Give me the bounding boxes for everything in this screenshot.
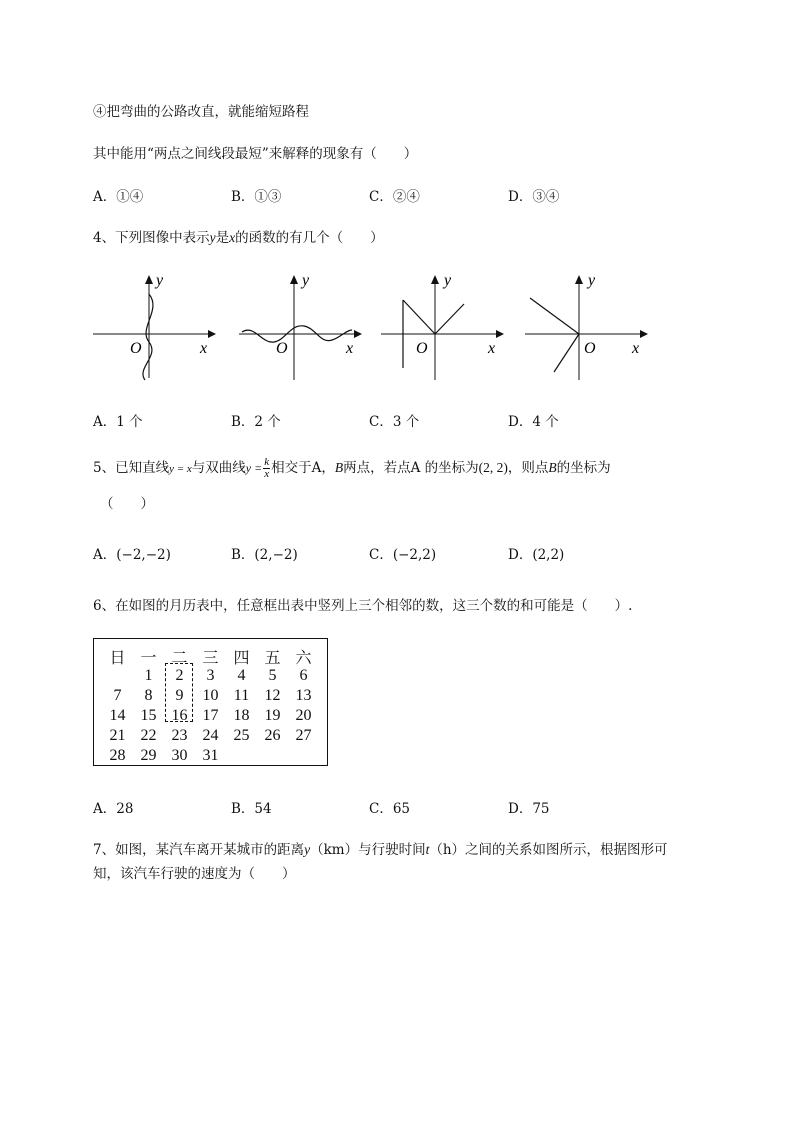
graph-2-y-label: y	[302, 272, 310, 289]
calendar-header-cell: 二	[171, 650, 188, 667]
q3-prompt: 其中能用“两点之间线段最短”来解释的现象有（ ）	[93, 146, 418, 162]
calendar-day-cell: 21	[109, 727, 126, 744]
graph-3-x-label: x	[488, 340, 496, 357]
calendar-day-cell: 25	[233, 727, 250, 744]
graph-2	[236, 268, 366, 388]
q4-question: 4、下列图像中表示y是x的函数的有几个（ ）	[93, 230, 384, 246]
calendar-day-cell: 15	[140, 707, 157, 724]
calendar-day-cell: 29	[140, 747, 157, 764]
calendar-day-cell: 24	[202, 727, 219, 744]
graph-1	[90, 268, 220, 388]
q3-option-b: B．①③	[231, 189, 282, 205]
calendar-day-cell: 10	[202, 687, 219, 704]
calendar-header-cell: 一	[140, 650, 157, 667]
calendar-day-cell: 1	[144, 667, 153, 684]
calendar-day-cell: 8	[144, 687, 153, 704]
calendar-day-cell: 27	[295, 727, 312, 744]
q3-option-d: D．③④	[508, 189, 560, 205]
calendar-day-cell: 30	[171, 747, 188, 764]
graph-3-origin-label: O	[416, 340, 428, 357]
calendar-day-cell: 2	[175, 667, 184, 684]
calendar-day-cell: 4	[237, 667, 246, 684]
graph-2-origin-label: O	[276, 340, 288, 357]
calendar-table	[93, 638, 328, 766]
graph-4	[522, 268, 652, 388]
q6-option-a: A．28	[93, 801, 134, 817]
calendar-day-cell: 5	[268, 667, 277, 684]
q5-answer-paren: （ ）	[100, 496, 154, 512]
calendar-day-cell: 3	[206, 667, 215, 684]
calendar-dashed-frame	[165, 663, 193, 722]
hyperbola-fraction: $\frac{k}{x}$	[264, 456, 270, 480]
calendar-day-cell: 20	[295, 707, 312, 724]
calendar-day-cell: 14	[109, 707, 126, 724]
q4-option-c: C．3 个	[369, 414, 420, 430]
q6-question: 6、在如图的月历表中，任意框出表中竖列上三个相邻的数，这三个数的和可能是（ ）.	[93, 598, 633, 614]
graph-2-x-label: x	[346, 340, 354, 357]
graph-3-y-label: y	[444, 272, 452, 289]
q5-question: 5、已知直线y = x与双曲线y = $\frac{k}{x}$ 相交于A，B两点，若点A 的坐标为(2, 2)，则点B的坐标为	[93, 456, 611, 480]
calendar-day-cell: 11	[233, 687, 250, 704]
q5-option-d: D．(2,2)	[508, 547, 565, 563]
calendar-header-cell: 四	[233, 650, 250, 667]
q4-option-d: D．4 个	[508, 414, 559, 430]
q3-option-a: A．①④	[93, 189, 144, 205]
q3-item-4: ④把弯曲的公路改直，就能缩短路程	[93, 104, 309, 120]
calendar-day-cell: 28	[109, 747, 126, 764]
q6-option-b: B．54	[231, 801, 272, 817]
calendar-day-cell: 19	[264, 707, 281, 724]
q7-question-line-2: 知，该汽车行驶的速度为（ ）	[93, 866, 296, 882]
calendar-header-cell: 五	[264, 650, 281, 667]
graph-4-x-label: x	[632, 340, 640, 357]
q5-option-b: B．(2,−2)	[231, 547, 298, 563]
q6-option-c: C．65	[369, 801, 411, 817]
graph-1-origin-label: O	[130, 340, 142, 357]
q7-question-line-1: 7、如图，某汽车离开某城市的距离y（km）与行驶时间t（h）之间的关系如图所示，根据图形可	[93, 842, 668, 858]
graph-4-origin-label: O	[584, 340, 596, 357]
q6-option-d: D．75	[508, 801, 550, 817]
calendar-header-cell: 三	[202, 650, 219, 667]
calendar-day-cell: 31	[202, 747, 219, 764]
calendar-day-cell: 7	[113, 687, 122, 704]
calendar-header-cell: 日	[109, 650, 126, 667]
calendar-day-cell: 17	[202, 707, 219, 724]
calendar-day-cell: 26	[264, 727, 281, 744]
calendar-header-cell: 六	[295, 650, 312, 667]
graph-1-x-label: x	[200, 340, 208, 357]
q3-option-c: C．②④	[369, 189, 420, 205]
calendar-day-cell: 12	[264, 687, 281, 704]
graph-1-y-label: y	[156, 272, 164, 289]
q4-option-b: B．2 个	[231, 414, 281, 430]
calendar-day-cell: 16	[171, 707, 188, 724]
calendar-day-cell: 6	[299, 667, 308, 684]
calendar-day-cell: 13	[295, 687, 312, 704]
calendar-day-cell: 9	[175, 687, 184, 704]
calendar-day-cell: 18	[233, 707, 250, 724]
q5-option-c: C．(−2,2)	[369, 547, 437, 563]
graph-3	[378, 268, 508, 388]
calendar-day-cell: 23	[171, 727, 188, 744]
q4-option-a: A．1 个	[93, 414, 143, 430]
graph-4-y-label: y	[588, 272, 596, 289]
calendar-day-cell: 22	[140, 727, 157, 744]
q5-option-a: A．(−2,−2)	[93, 547, 171, 563]
